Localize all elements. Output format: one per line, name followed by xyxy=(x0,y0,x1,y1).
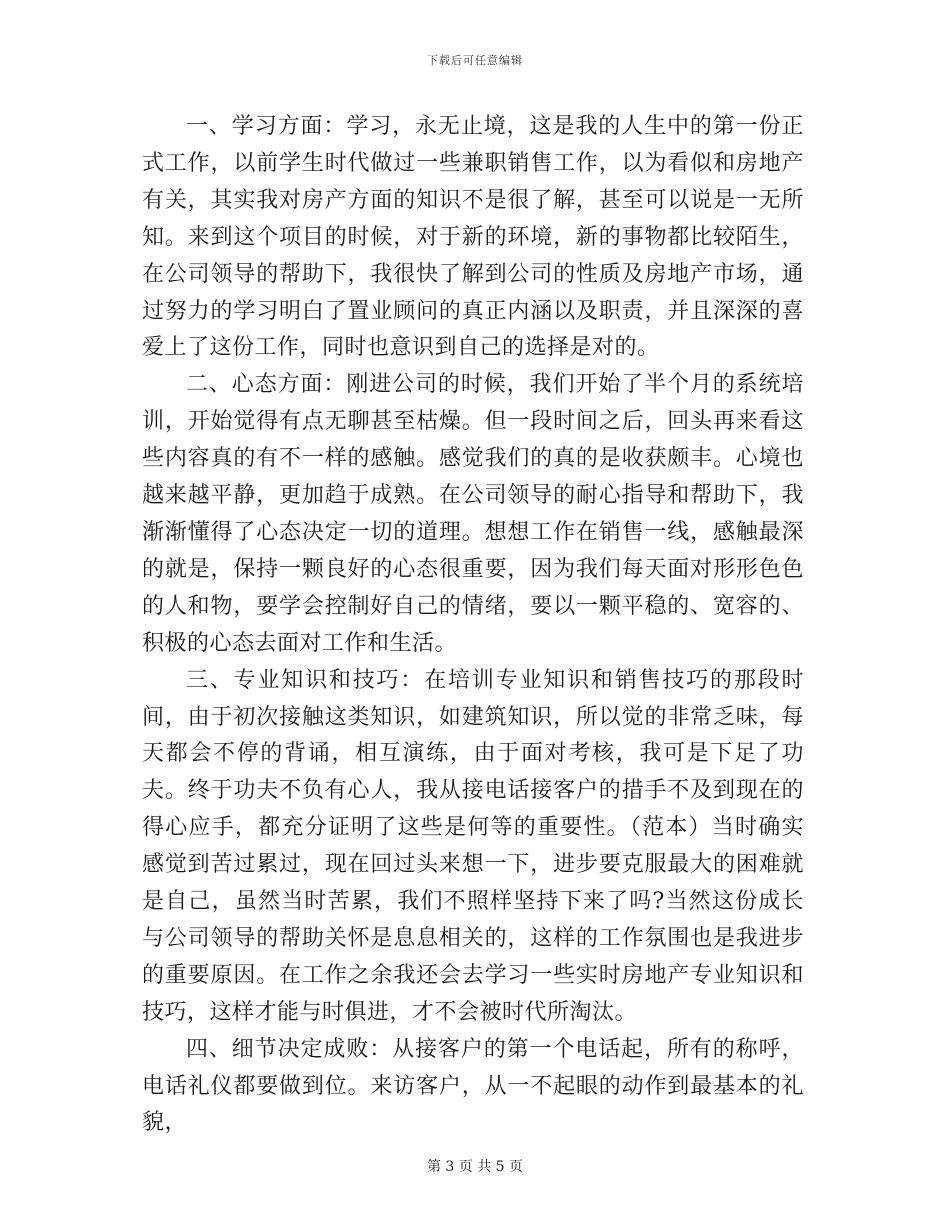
paragraph-mindset: 二、心态方面：刚进公司的时候，我们开始了半个月的系统培训，开始觉得有点无聊甚至枯燥。但一段时间之后，回头再来看这些内容真的有不一样的感触。感觉我们的真的是收获颇丰。心境也越来越平静，更加趋于成熟。在公司领导的耐心指导和帮助下，我渐渐懂得了心态决定一切的道理。想想工作在销售一线，感触最深的就是，保持一颗良好的心态很重要，因为我们每天面对形形色色的人和物，要学会控制好自己的情绪，要以一颗平稳的、宽容的、积极的心态去面对工作和生活。 xyxy=(142,372,804,656)
paragraph-learning: 一、学习方面：学习，永无止境，这是我的人生中的第一份正式工作，以前学生时代做过一些兼职销售工作，以为看似和房地产有关，其实我对房产方面的知识不是很了解，甚至可以说是一无所知。来到这个项目的时候，对于新的环境，新的事物都比较陌生，在公司领导的帮助下，我很快了解到公司的性质及房地产市场，通过努力的学习明白了置业顾问的真正内涵以及职责，并且深深的喜爱上了这份工作，同时也意识到自己的选择是对的。 xyxy=(142,114,804,361)
paragraph-professional-knowledge: 三、专业知识和技巧：在培训专业知识和销售技巧的那段时间，由于初次接触这类知识，如建筑知识，所以觉的非常乏味，每天都会不停的背诵，相互演练，由于面对考核，我可是下足了功夫。终于功夫不负有心人，我从接电话接客户的措手不及到现在的得心应手，都充分证明了这些是何等的重要性。（范本）当时确实感觉到苦过累过，现在回过头来想一下，进步要克服最大的困难就是自己，虽然当时苦累，我们不照样坚持下来了吗?当然这份成长与公司领导的帮助关怀是息息相关的，这样的工作氛围也是我进步的重要原因。在工作之余我还会去学习一些实时房地产专业知识和技巧，这样才能与时俱进，才不会被时代所淘汰。 xyxy=(142,667,804,1025)
document-body xyxy=(142,109,804,1142)
page-header: 下载后可任意编辑 xyxy=(427,54,523,67)
page-number: 第 3 页 共 5 页 xyxy=(426,1159,524,1175)
paragraph-details: 四、细节决定成败：从接客户的第一个电话起，所有的称呼，电话礼仪都要做到位。来访客户，从一不起眼的动作到最基本的礼貌， xyxy=(142,1036,804,1136)
